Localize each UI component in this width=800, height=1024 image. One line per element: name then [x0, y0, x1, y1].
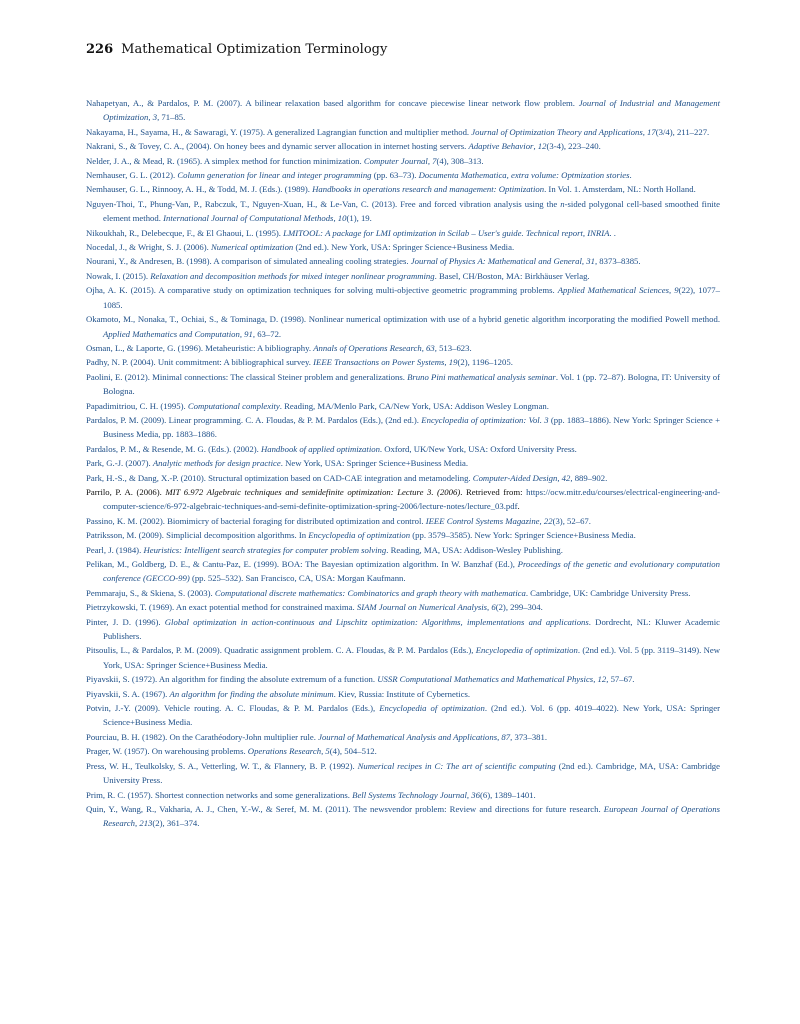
reference-italic-text: Relaxation and decomposition methods for mixed integer nonlinear programming — [150, 270, 435, 281]
reference-italic-text: Analytic methods for design practice — [152, 458, 281, 469]
reference-italic-text: 5 — [325, 746, 330, 757]
reference-italic-text: 87 — [501, 731, 511, 742]
reference-text: (2), 361–374. — [152, 818, 200, 829]
reference-entry — [86, 370, 720, 399]
reference-entry — [86, 312, 720, 341]
reference-text: Padhy, N. P. (2004). Unit commitment: A bibliographical survey. — [86, 357, 314, 368]
reference-text: Ojha, A. K. (2015). A comparative study on optimization techniques for solving multi-objective geometric programming problems. — [86, 285, 558, 296]
reference-entry — [86, 615, 720, 644]
reference-text: . — [629, 170, 632, 181]
reference-text: , — [333, 213, 338, 224]
reference-italic-text: Journal of Physics A: Mathematical and General — [410, 256, 582, 267]
reference-italic-text: Numerical recipes in C: The art of scientific computing — [357, 760, 556, 771]
reference-italic-text: 10 — [337, 213, 347, 224]
reference-italic-text: 19 — [448, 357, 458, 368]
reference-text: (pp. 1883–1886). New York: Springer Science + Business Media, pp. 1883–1886. — [103, 414, 720, 440]
reference-text: Papadimitriou, C. H. (1995). — [86, 400, 188, 411]
reference-text: Nowak, I. (2015). — [86, 270, 151, 281]
reference-entry — [86, 687, 720, 701]
reference-entry — [86, 456, 720, 470]
reference-italic-text: Journal of Industrial and Management Optimization — [103, 98, 720, 123]
reference-text: Osman, L., & Laporte, G. (1996). Metaheuristic: A bibliography. — [86, 342, 314, 353]
reference-entry — [86, 528, 720, 542]
reference-text: Pardalos, P. M., & Resende, M. G. (Eds.). (2002). — [86, 443, 261, 454]
reference-italic-text: 12 — [537, 141, 547, 152]
reference-text: Nemhauser, G. L., Rinnooy, A. H., & Todd, M. J. (Eds.). (1989). — [86, 184, 313, 195]
reference-text: , — [533, 141, 538, 152]
reference-entry — [86, 182, 720, 196]
reference-italic-text: 63 — [426, 342, 435, 353]
reference-italic-text: 91 — [244, 328, 253, 339]
reference-text: Nakrani, S., & Tovey, C. A., (2004). On honey bees and dynamic server allocation in internet hosting servers. — [86, 141, 469, 152]
reference-text: (2nd ed.). Cambridge, MA, USA: Cambridge University Press. — [103, 760, 720, 786]
reference-italic-text: 6 — [491, 602, 496, 613]
reference-text: (2), 299–304. — [495, 602, 543, 613]
reference-text: . New York, USA: Springer Science+Business Media. — [280, 458, 469, 469]
reference-text: , — [539, 515, 544, 526]
reference-text: (3/4), 211–227. — [655, 126, 710, 137]
reference-text: , 373–381. — [510, 731, 548, 742]
reference-text: (2), 1196–1205. — [457, 357, 513, 368]
reference-entry — [86, 226, 720, 240]
reference-italic-text: Handbooks in operations research and management: Optimization — [312, 184, 545, 195]
reference-text: , — [421, 342, 427, 353]
reference-text: , — [642, 126, 648, 137]
reference-text: Quin, Y., Wang, R., Vakharia, A. J., Chen, Y.-W., & Seref, M. M. (2011). The newsvendor problem: Review and directions for future research. — [86, 803, 604, 814]
reference-text: -sided polygonal cell-based smoothed finite element method. — [103, 198, 720, 224]
reference-italic-text: Computer-Aided Design — [472, 472, 558, 483]
reference-text: . Retrieved from: — [460, 486, 527, 497]
reference-entry — [86, 586, 720, 600]
reference-italic-text: 213 — [139, 818, 153, 829]
reference-italic-text: Journal of Optimization Theory and Applications — [471, 126, 643, 137]
reference-italic-text: European Journal of Operations Research — [103, 803, 720, 829]
reference-italic-text: n — [560, 198, 565, 209]
reference-entry — [86, 197, 720, 226]
reference-text: Nemhauser, G. L. (2012). — [86, 170, 178, 181]
reference-entry — [86, 168, 720, 182]
reference-text: . Reading, MA, USA: Addison-Wesley Publishing. — [386, 544, 563, 555]
reference-text: , 513–623. — [434, 342, 472, 353]
running-title: Mathematical Optimization Terminology — [121, 42, 388, 57]
reference-text: Pearl, J. (1984). — [86, 544, 144, 555]
reference-italic-text: MIT 6.972 Algebraic techniques and semidefinite optimization: Lecture 3. (2006) — [165, 486, 461, 497]
reference-entry — [86, 355, 720, 369]
reference-text: Pitsoulis, L., & Pardalos, P. M. (2009). Quadratic assignment problem. C. A. Floudas, & P. M. Pardalos (Eds.), — [86, 645, 476, 656]
reference-entry[interactable] — [86, 485, 720, 514]
reference-text: Prager, W. (1957). On warehousing problems. — [86, 746, 248, 757]
reference-italic-text: IEEE Transactions on Power Systems — [313, 357, 445, 368]
reference-entry — [86, 139, 720, 153]
reference-text: , 57–67. — [606, 674, 635, 685]
reference-text: , — [321, 746, 326, 757]
reference-text: Park, H.-S., & Dang, X.-P. (2010). Structural optimization based on CAD-CAE integration and metamodeling. — [86, 472, 473, 483]
reference-text: , — [135, 818, 140, 829]
reference-text: Potvin, J.-Y. (2009). Vehicle routing. A. C. Floudas, & P. M. Pardalos (Eds.), — [86, 703, 380, 714]
reference-entry — [86, 600, 720, 614]
reference-italic-text: Global optimization in action-continuous and Lipschitz optimization: Algorithms, implementations and applications — [164, 616, 589, 627]
reference-text: Piyavskii, S. A. (1967). — [86, 688, 170, 699]
reference-italic-text: Proceedings of the genetic and evolutionary computation conference (GECCO-99) — [103, 559, 720, 584]
reference-text: , 71–85. — [157, 112, 186, 123]
reference-text: Pinter, J. D. (1996). — [86, 616, 165, 627]
reference-entry — [86, 759, 720, 788]
reference-italic-text: 12 — [597, 674, 607, 685]
reference-italic-text: Numerical optimization — [210, 242, 294, 253]
reference-italic-text: Handbook of applied optimization — [260, 443, 380, 454]
reference-entry — [86, 471, 720, 485]
reference-text: (6), 1389–1401. — [479, 789, 536, 800]
reference-text: . . — [609, 227, 616, 238]
reference-italic-text: Encyclopedia of optimization — [475, 645, 578, 656]
reference-entry — [86, 442, 720, 456]
reference-entry — [86, 341, 720, 355]
reference-text: Paolini, E. (2012). Minimal connections: The classical Steiner problem and generalizations. — [86, 371, 408, 382]
reference-text: . Cambridge, UK: Cambridge University Press. — [525, 587, 691, 598]
reference-italic-text: 9 — [674, 285, 679, 296]
reference-entry — [86, 672, 720, 686]
reference-text: Pemmaraju, S., & Skiena, S. (2003). — [86, 587, 215, 598]
reference-text: . Oxford, UK/New York, USA: Oxford University Press. — [379, 443, 577, 454]
reference-text: . (2nd ed.). Vol. 5 (pp. 3119–3149). New York, USA: Springer Science+Business Media. — [103, 645, 720, 670]
reference-italic-text: SIAM Journal on Numerical Analysis — [356, 602, 487, 613]
reference-italic-text: Encyclopedia of optimization — [379, 703, 485, 714]
reference-text: Press, W. H., Teulkolsky, S. A., Vetterling, W. T., & Flannery, B. P. (1992). — [86, 760, 358, 771]
reference-entry — [86, 399, 720, 413]
reference-entry — [86, 788, 720, 802]
reference-text: Pourciau, B. H. (1982). On the Carathéodory-John multiplier rule. — [86, 731, 319, 742]
reference-text: Pelikan, M., Goldberg, D. E., & Cantu-Paz, E. (1999). BOA: The Bayesian optimization algorithm. In W. Banzhaf (Ed.), — [86, 559, 518, 569]
reference-entry — [86, 802, 720, 831]
reference-text: (pp. 63–73). — [371, 170, 419, 181]
reference-entry — [86, 96, 720, 125]
reference-text: Pietrzykowski, T. (1969). An exact potential method for constrained maxima. — [86, 602, 357, 613]
reference-text: (1), 19. — [346, 213, 372, 224]
reference-text: . In Vol. 1. Amsterdam, NL: North Holland. — [544, 184, 696, 195]
reference-text: , 63–72. — [252, 328, 282, 339]
reference-text: Parrilo, P. A. (2006). — [86, 486, 166, 497]
reference-text: , — [669, 285, 675, 296]
reference-entry — [86, 730, 720, 744]
reference-text: Nakayama, H., Sayama, H., & Sawaragi, Y. (1975). A generalized Lagrangian function and multiplier method. — [86, 126, 472, 137]
reference-text: , — [444, 357, 449, 368]
reference-text: , — [466, 789, 472, 800]
reference-text: (pp. 3579–3585). New York: Springer Science+Business Media. — [410, 530, 636, 541]
reference-italic-text: An algorithm for finding the absolute minimum — [169, 688, 334, 699]
reference-italic-text: Encyclopedia of optimization — [308, 530, 411, 541]
reference-italic-text: 36 — [471, 789, 480, 800]
page-number: 226 — [86, 42, 114, 57]
reference-text: Nourani, Y., & Andresen, B. (1998). A comparison of simulated annealing cooling strategies. — [86, 256, 411, 267]
reference-italic-text: 17 — [647, 126, 656, 137]
reference-italic-text: USSR Computational Mathematics and Mathematical Physics — [377, 674, 594, 685]
reference-text: Passino, K. M. (2002). Biomimicry of bacterial foraging for distributed optimization and control. — [86, 515, 426, 526]
reference-text: (2nd ed.). New York, USA: Springer Science+Business Media. — [293, 242, 515, 253]
reference-text: , 8373–8385. — [594, 256, 641, 267]
reference-entry — [86, 701, 720, 730]
reference-text: Park, G.-J. (2007). — [86, 458, 153, 469]
reference-text: Nahapetyan, A., & Pardalos, P. M. (2007). A bilinear relaxation based algorithm for concave piecewise linear network flow problem. — [86, 98, 579, 108]
reference-text: Patriksson, M. (2009). Simplicial decomposition algorithms. In — [86, 530, 309, 541]
reference-italic-text: International Journal of Computational Methods — [163, 213, 334, 224]
reference-italic-text: Applied Mathematical Sciences — [557, 285, 669, 296]
reference-italic-text: IEEE Control Systems Magazine — [425, 515, 540, 526]
reference-italic-text: Adaptive Behavior — [468, 141, 534, 152]
reference-text: Nelder, J. A., & Mead, R. (1965). A simplex method for function minimization. — [86, 155, 364, 166]
reference-italic-text: Computer Journal — [363, 155, 428, 166]
reference-entry — [86, 254, 720, 268]
reference-url-link[interactable]: https://ocw.mitr.edu/courses/electrical-engineering-and-computer-science/6-972-algebraic-techniques-and-semi-definite-optimization-spring-2006/lecture-notes/lecture_03.pdf — [103, 486, 721, 512]
reference-entry — [86, 269, 720, 283]
page-header — [86, 42, 387, 57]
reference-italic-text: LMITOOL: A package for LMI optimization in Scilab – User's guide. Technical report, INRIA — [283, 227, 610, 238]
reference-text: . Dordrecht, NL: Kluwer Academic Publishers. — [103, 616, 720, 642]
reference-italic-text: 22 — [543, 515, 553, 526]
reference-text: Piyavskii, S. (1972). An algorithm for finding the absolute extremum of a function. — [86, 674, 378, 685]
reference-text: (4), 504–512. — [329, 746, 377, 757]
reference-italic-text: Computational complexity — [187, 400, 280, 411]
reference-text: , — [427, 155, 433, 166]
reference-text: (3), 52–67. — [552, 515, 591, 526]
reference-text: . Kiev, Russia: Institute of Cybernetics. — [333, 688, 471, 699]
reference-italic-text: Encyclopedia of optimization: Vol. 3 — [421, 414, 549, 425]
reference-entry — [86, 154, 720, 168]
reference-text: , — [593, 674, 598, 685]
reference-text: , — [487, 602, 492, 613]
reference-text: , 889–902. — [570, 472, 608, 483]
reference-text: , — [581, 256, 587, 267]
reference-list — [86, 96, 720, 831]
reference-italic-text: Column generation for linear and integer programming — [177, 170, 372, 181]
reference-italic-text: 31 — [586, 256, 595, 267]
reference-entry — [86, 557, 720, 586]
reference-italic-text: Documenta Mathematica, extra volume: Optmization stories — [418, 170, 630, 181]
reference-italic-text: Journal of Mathematical Analysis and Applications — [318, 731, 498, 742]
reference-text: Pardalos, P. M. (2009). Linear programming. C. A. Floudas, & P. M. Pardalos (Eds.), (2nd ed.). — [86, 414, 422, 425]
reference-entry — [86, 283, 720, 312]
reference-text: . (2nd ed.). Vol. 6 (pp. 4019–4022). New York, USA: Springer Science+Business Media. — [103, 703, 721, 728]
reference-text: (22), 1077–1085. — [103, 285, 720, 310]
reference-text: , — [148, 112, 153, 123]
reference-text: . Reading, MA/Menlo Park, CA/New York, USA: Addison Wesley Longman. — [279, 400, 549, 411]
reference-text: . Vol. 1 (pp. 72–87). Bologna, IT: University of Bologna. — [103, 371, 720, 397]
reference-italic-text: 42 — [561, 472, 571, 483]
reference-entry — [86, 413, 720, 442]
reference-entry — [86, 643, 720, 672]
reference-italic-text: Applied Mathematics and Computation — [103, 328, 240, 339]
reference-text: Nikoukhah, R., Delebecque, F., & El Ghaoui, L. (1995). — [86, 227, 284, 238]
reference-text: Nguyen-Thoi, T., Phung-Van, P., Rabczuk, T., Nguyen-Xuan, H., & Le-Van, C. (2013). Free and forced vibration analysis using the — [86, 198, 561, 209]
reference-text: (4), 308–313. — [436, 155, 484, 166]
reference-italic-text: Heuristics: Intelligent search strategies for computer problem solving — [143, 544, 387, 555]
reference-text: Prim, R. C. (1957). Shortest connection networks and some generalizations. — [86, 789, 353, 800]
reference-entry — [86, 514, 720, 528]
reference-italic-text: Bruno Pini mathematical analysis seminar — [407, 371, 556, 382]
reference-text: , — [557, 472, 562, 483]
reference-italic-text: 7 — [432, 155, 437, 166]
reference-entry — [86, 240, 720, 254]
reference-entry — [86, 543, 720, 557]
reference-text: (3-4), 223–240. — [546, 141, 601, 152]
reference-italic-text: Annals of Operations Research — [313, 342, 422, 353]
reference-entry — [86, 744, 720, 758]
reference-text: (pp. 525–532). San Francisco, CA, USA: Morgan Kaufmann. — [189, 573, 406, 584]
reference-italic-text: Bell Systems Technology Journal — [352, 789, 467, 800]
reference-text: . Basel, CH/Boston, MA: Birkhäuser Verlag. — [434, 270, 590, 281]
reference-text: , — [497, 731, 502, 742]
reference-text: Okamoto, M., Nonaka, T., Ochiai, S., & Tominaga, D. (1998). Nonlinear numerical optimization with use of a hybrid genetic algorithm incorporating the modified Powell method. — [86, 314, 720, 325]
reference-text: , — [239, 328, 245, 339]
reference-italic-text: Operations Research — [247, 746, 322, 757]
reference-italic-text: 3 — [152, 112, 158, 123]
reference-entry — [86, 125, 720, 139]
reference-text: . — [517, 501, 520, 512]
reference-italic-text: Computational discrete mathematics: Combinatorics and graph theory with mathematica — [214, 587, 526, 598]
reference-text: Nocedal, J., & Wright, S. J. (2006). — [86, 242, 211, 253]
